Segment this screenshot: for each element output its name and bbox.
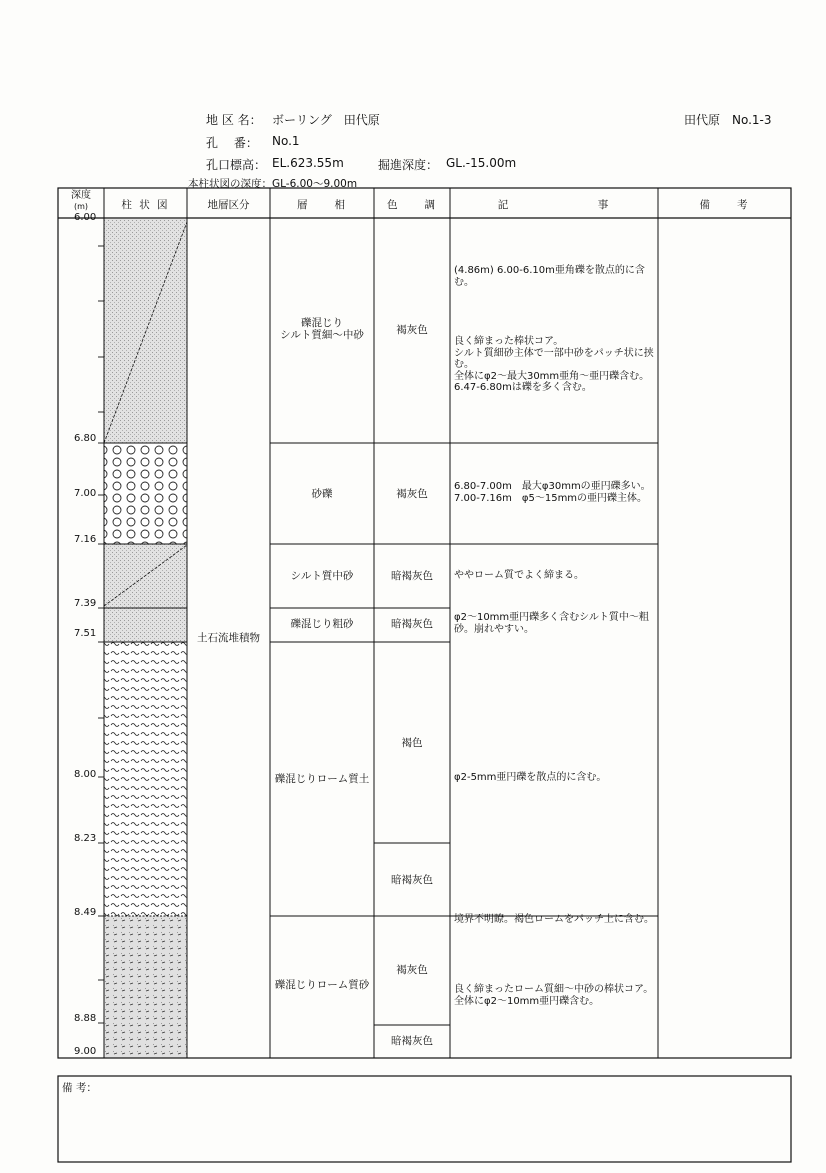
- col-depth-header: 深度: [71, 190, 91, 201]
- log-segment: [104, 544, 187, 608]
- color-entry: 暗褐灰色: [391, 874, 433, 886]
- col-color-header: 色 調: [387, 199, 437, 211]
- col-facies-header: 層 相: [297, 199, 347, 211]
- facies-entry: 礫混じり粗砂: [290, 618, 354, 630]
- facies-entry: 礫混じりローム質砂: [274, 979, 370, 991]
- note-entry: ややローム質でよく締まる。: [454, 570, 584, 581]
- facies-line: シルト質細～中砂: [280, 329, 364, 341]
- note-entry: φ2-5mm亜円礫を散点的に含む。: [454, 772, 607, 783]
- col-remarks-header: 備 考: [699, 199, 750, 211]
- color-entry: 暗褐灰色: [391, 570, 433, 582]
- log-segment: [104, 642, 187, 916]
- depth-label: 8.00: [74, 769, 97, 780]
- note-line: 7.00-7.16m φ5～15mmの亜円礫主体。: [454, 492, 648, 504]
- log-range-label: 本柱状図の深度：: [188, 178, 272, 190]
- facies-entry: [270, 317, 374, 341]
- note-entry: 境界不明瞭。褐色ロームをパッチ上に含む。: [454, 914, 654, 925]
- col-notes-header: 記 事: [497, 199, 611, 211]
- col-formation-header: 地層区分: [207, 199, 250, 211]
- depth-label: 6.00: [74, 212, 97, 223]
- facies-entry: シルト質中砂: [290, 570, 354, 582]
- log-segment: [104, 916, 187, 1058]
- note-entry: [454, 336, 654, 394]
- note-entry: φ2～10mm亜円礫多く含むシルト質中～粗砂。崩れやすい。: [454, 612, 649, 635]
- note-line: シルト質細砂主体で一部中砂をパッチ状に挟む。: [454, 347, 654, 370]
- area-label: 地 区 名：: [206, 113, 262, 127]
- footer-remarks-label: 備 考：: [62, 1082, 97, 1094]
- log-segment: [104, 219, 187, 443]
- depth-label: 7.51: [74, 628, 97, 639]
- col-log-header: 柱 状 図: [121, 199, 170, 211]
- depth-label: 8.49: [74, 907, 97, 918]
- sheet-id: 田代原 No.1-3: [684, 113, 772, 127]
- note-line: 良く締まった棒状コア。: [454, 336, 564, 347]
- hole-label: 孔 番：: [206, 136, 258, 150]
- hole-value: No.1: [272, 134, 300, 148]
- log-range-value: GL-6.00～9.00m: [272, 178, 358, 190]
- facies-line: 礫混じり: [301, 317, 343, 329]
- depth-label: 7.00: [74, 488, 97, 499]
- color-entry: 暗褐灰色: [391, 618, 433, 630]
- formation-name: 土石流堆積物: [197, 632, 260, 644]
- elevation-value: EL.623.55m: [272, 156, 344, 170]
- depth-label: 8.88: [74, 1013, 97, 1024]
- drill-depth-label: 掘進深度：: [378, 158, 439, 172]
- col-depth-unit: (m): [73, 202, 89, 211]
- note-entry: (4.86m) 6.00-6.10m亜角礫を散点的に含む。: [454, 265, 645, 288]
- log-segment: [104, 608, 187, 642]
- facies-entry: 砂礫: [311, 488, 333, 500]
- color-entry: 褐灰色: [396, 488, 428, 500]
- note-line: 良く締まったローム質細～中砂の棒状コア。: [454, 984, 654, 995]
- note-line: 全体にφ2～10mm亜円礫含む。: [454, 995, 600, 1007]
- depth-label: 7.16: [74, 534, 97, 545]
- note-entry: [454, 984, 654, 1007]
- note-line: 6.47-6.80mは礫を多く含む。: [454, 382, 592, 393]
- elevation-label: 孔口標高：: [206, 158, 267, 172]
- note-entry: [454, 481, 654, 504]
- depth-label: 9.00: [74, 1046, 97, 1057]
- note-line: 全体にφ2～最大30mm亜角～亜円礫含む。: [454, 370, 650, 382]
- color-entry: 褐灰色: [396, 324, 428, 336]
- log-segment: [104, 443, 187, 544]
- depth-label: 7.39: [74, 598, 97, 609]
- facies-entry: 礫混じりローム質土: [274, 773, 370, 785]
- depth-label: 8.23: [74, 833, 97, 844]
- color-entry: 暗褐灰色: [391, 1035, 433, 1047]
- color-entry: 褐灰色: [396, 964, 428, 976]
- area-value: ボーリング 田代原: [272, 113, 380, 127]
- drill-depth-value: GL.-15.00m: [446, 156, 517, 170]
- color-entry: 褐色: [401, 737, 423, 749]
- note-line: 6.80-7.00m 最大φ30mmの亜円礫多い。: [454, 481, 651, 492]
- depth-label: 6.80: [74, 433, 97, 444]
